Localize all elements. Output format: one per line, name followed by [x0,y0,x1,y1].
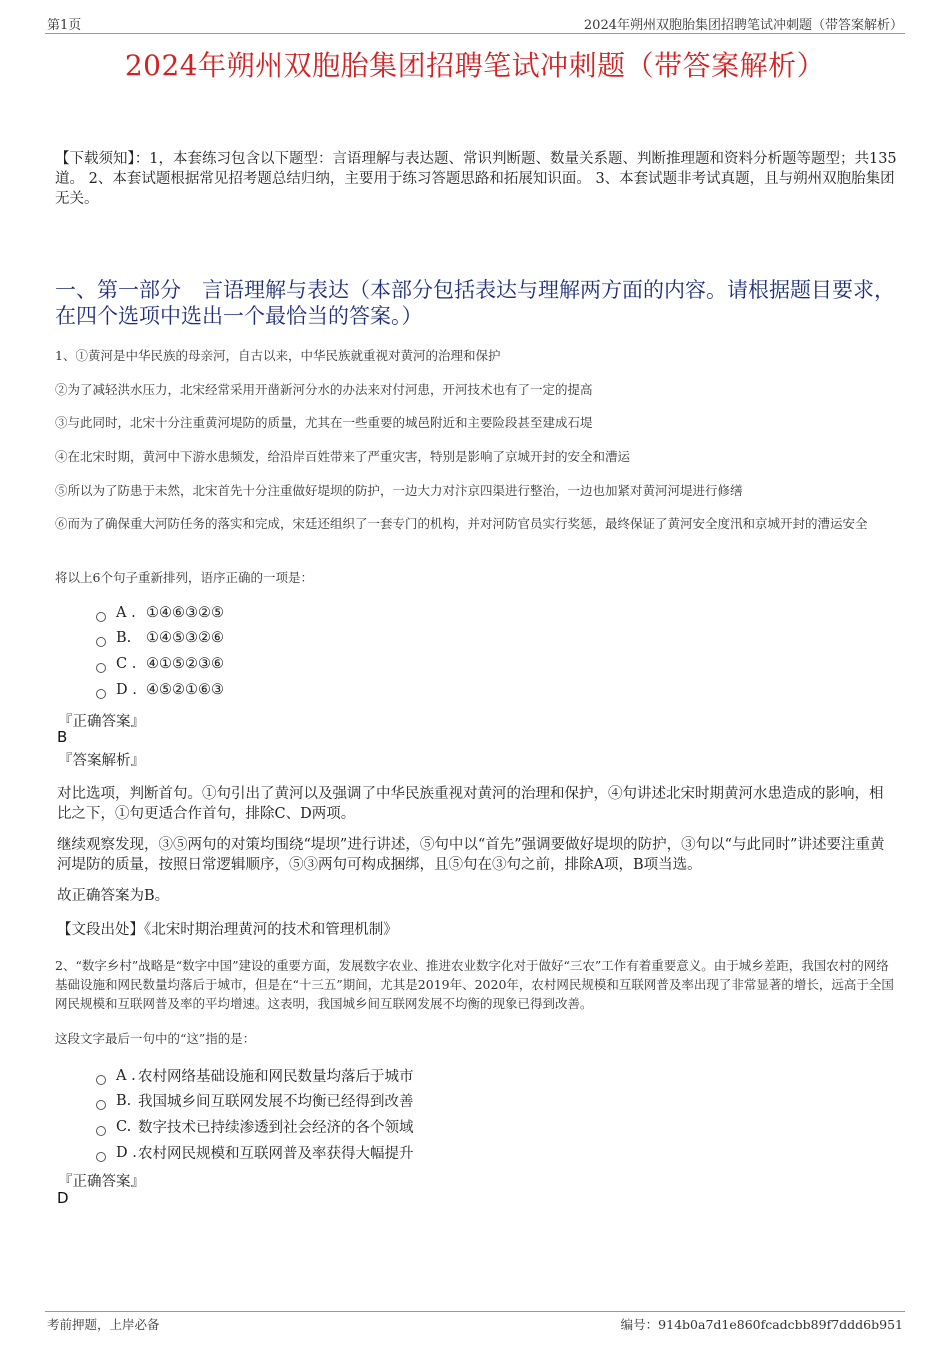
q2-answer-label: 『正确答案』 [58,1174,145,1190]
option-text: ④⑤②①⑥③ [146,682,224,698]
q1-option-a[interactable] [96,605,224,621]
option-text: 农村网络基础设施和网民数量均落后于城市 [138,1069,414,1085]
option-letter: D . [116,682,137,698]
q1-sentence-4: ④在北宋时期，黄河中下游水患频发，给沿岸百姓带来了严重灾害，特别是影响了京城开封的安全和漕运 [55,449,631,464]
option-text: ①④⑥③②⑤ [146,605,224,621]
option-text: ④①⑤②③⑥ [146,656,224,672]
q1-analysis-paragraph-1: 对比选项，判断首句。①句引出了黄河以及强调了中华民族重视对黄河的治理和保护，④句讲述北宋时期黄河水患造成的影响，相比之下，①句更适合作首句，排除C、D两项。 [57,786,884,822]
option-text: 我国城乡间互联网发展不均衡已经得到改善 [138,1094,414,1110]
q1-conclusion: 故正确答案为B。 [57,888,170,904]
q1-answer-label: 『正确答案』 [58,714,145,730]
download-notice: 【下载须知】：1，本套练习包含以下题型：言语理解与表达题、常识判断题、数量关系题、判断推理题和资料分析题等题型；共135道。 2、本套试题根据常见招考题总结归纳，主要用于练习答题思路和拓展知识面。 3、本套试题非考试真题，且与朔州双胞胎集团无关。 [55,151,897,207]
option-letter: B. [116,1092,132,1109]
option-text: ①④⑤③②⑥ [146,630,224,646]
q2-option-d[interactable] [96,1142,414,1163]
option-letter: A . [116,605,136,621]
header-divider [45,33,905,34]
q2-stem: 2、“数字乡村”战略是“数字中国”建设的重要方面，发展数字农业、推进农业数字化对于做好“三农”工作有着重要意义。由于城乡差距，我国农村的网络基础设施和网民数量均落后于城市，但是在“十三五”期间，尤其是2019年、2020年，农村网民规模和互联网普及率出现了非常显著的增长，远高于全国网民规模和互联网普及率的平均增速。这表明，我国城乡间互联网发展不均衡的现象已得到改善。 [55,958,894,1011]
option-text: 农村网民规模和互联网普及率获得大幅提升 [138,1146,414,1162]
page-title: 2024年朔州双胞胎集团招聘笔试冲刺题（带答案解析） [124,49,826,82]
radio-icon[interactable] [96,637,106,647]
footer-slogan: 考前押题，上岸必备 [47,1317,160,1332]
q2-option-a[interactable] [96,1065,414,1086]
section-heading: 一、第一部分 言语理解与表达（本部分包括表达与理解两方面的内容。请根据题目要求，在四个选项中选出一个最恰当的答案。） [55,278,895,328]
q2-prompt: 这段文字最后一句中的“这”指的是： [55,1031,256,1046]
q1-answer: B [57,728,68,746]
q1-option-d[interactable] [96,682,224,698]
q2-answer: D [57,1189,69,1207]
q1-analysis-label: 『答案解析』 [58,753,145,769]
q2-option-b[interactable] [96,1090,414,1111]
page-number: 第1页 [47,18,82,33]
q1-sentence-1: 1、①黄河是中华民族的母亲河，自古以来，中华民族就重视对黄河的治理和保护 [55,348,501,363]
option-letter: A . [116,1067,136,1084]
radio-icon[interactable] [96,689,106,699]
footer-divider [45,1311,905,1312]
q2-option-c[interactable] [96,1116,414,1137]
radio-icon[interactable] [96,1100,106,1110]
option-letter: C. [116,1118,132,1135]
radio-icon[interactable] [96,1075,106,1085]
option-text: 数字技术已持续渗透到社会经济的各个领域 [138,1120,414,1136]
radio-icon[interactable] [96,663,106,673]
option-letter: B. [116,630,132,646]
q1-prompt: 将以上6个句子重新排列，语序正确的一项是： [55,570,313,585]
q1-sentence-5: ⑤所以为了防患于未然，北宋首先十分注重做好堤坝的防护，一边大力对汴京四渠进行整治，一边也加紧对黄河河堤进行修缮 [55,483,743,498]
header-doc-title: 2024年朔州双胞胎集团招聘笔试冲刺题（带答案解析） [583,18,903,33]
option-letter: D . [116,1144,137,1161]
option-letter: C . [116,656,137,672]
radio-icon[interactable] [96,1152,106,1162]
radio-icon[interactable] [96,612,106,622]
q1-option-b[interactable] [96,630,224,646]
q1-sentence-3: ③与此同时，北宋十分注重黄河堤防的质量，尤其在一些重要的城邑附近和主要险段甚至建成石堤 [55,415,593,430]
q1-option-c[interactable] [96,656,224,672]
q1-source: 【文段出处】《北宋时期治理黄河的技术和管理机制》 [57,922,398,938]
radio-icon[interactable] [96,1126,106,1136]
q1-analysis-paragraph-2: 继续观察发现，③⑤两句的对策均围绕“堤坝”进行讲述，⑤句中以“首先”强调要做好堤坝的防护，③句以“与此同时”讲述要注重黄河堤防的质量，按照日常逻辑顺序，⑤③两句可构成捆绑，且⑤句在③句之前，排除A项，B项当选。 [57,837,885,873]
footer-doc-id: 编号：914b0a7d1e860fcadcbb89f7ddd6b951 [620,1317,903,1332]
q1-sentence-6: ⑥而为了确保重大河防任务的落实和完成，宋廷还组织了一套专门的机构，并对河防官员实行奖惩，最终保证了黄河安全度汛和京城开封的漕运安全 [55,516,868,531]
q1-sentence-2: ②为了减轻洪水压力，北宋经常采用开凿新河分水的办法来对付河患，开河技术也有了一定的提高 [55,382,593,397]
